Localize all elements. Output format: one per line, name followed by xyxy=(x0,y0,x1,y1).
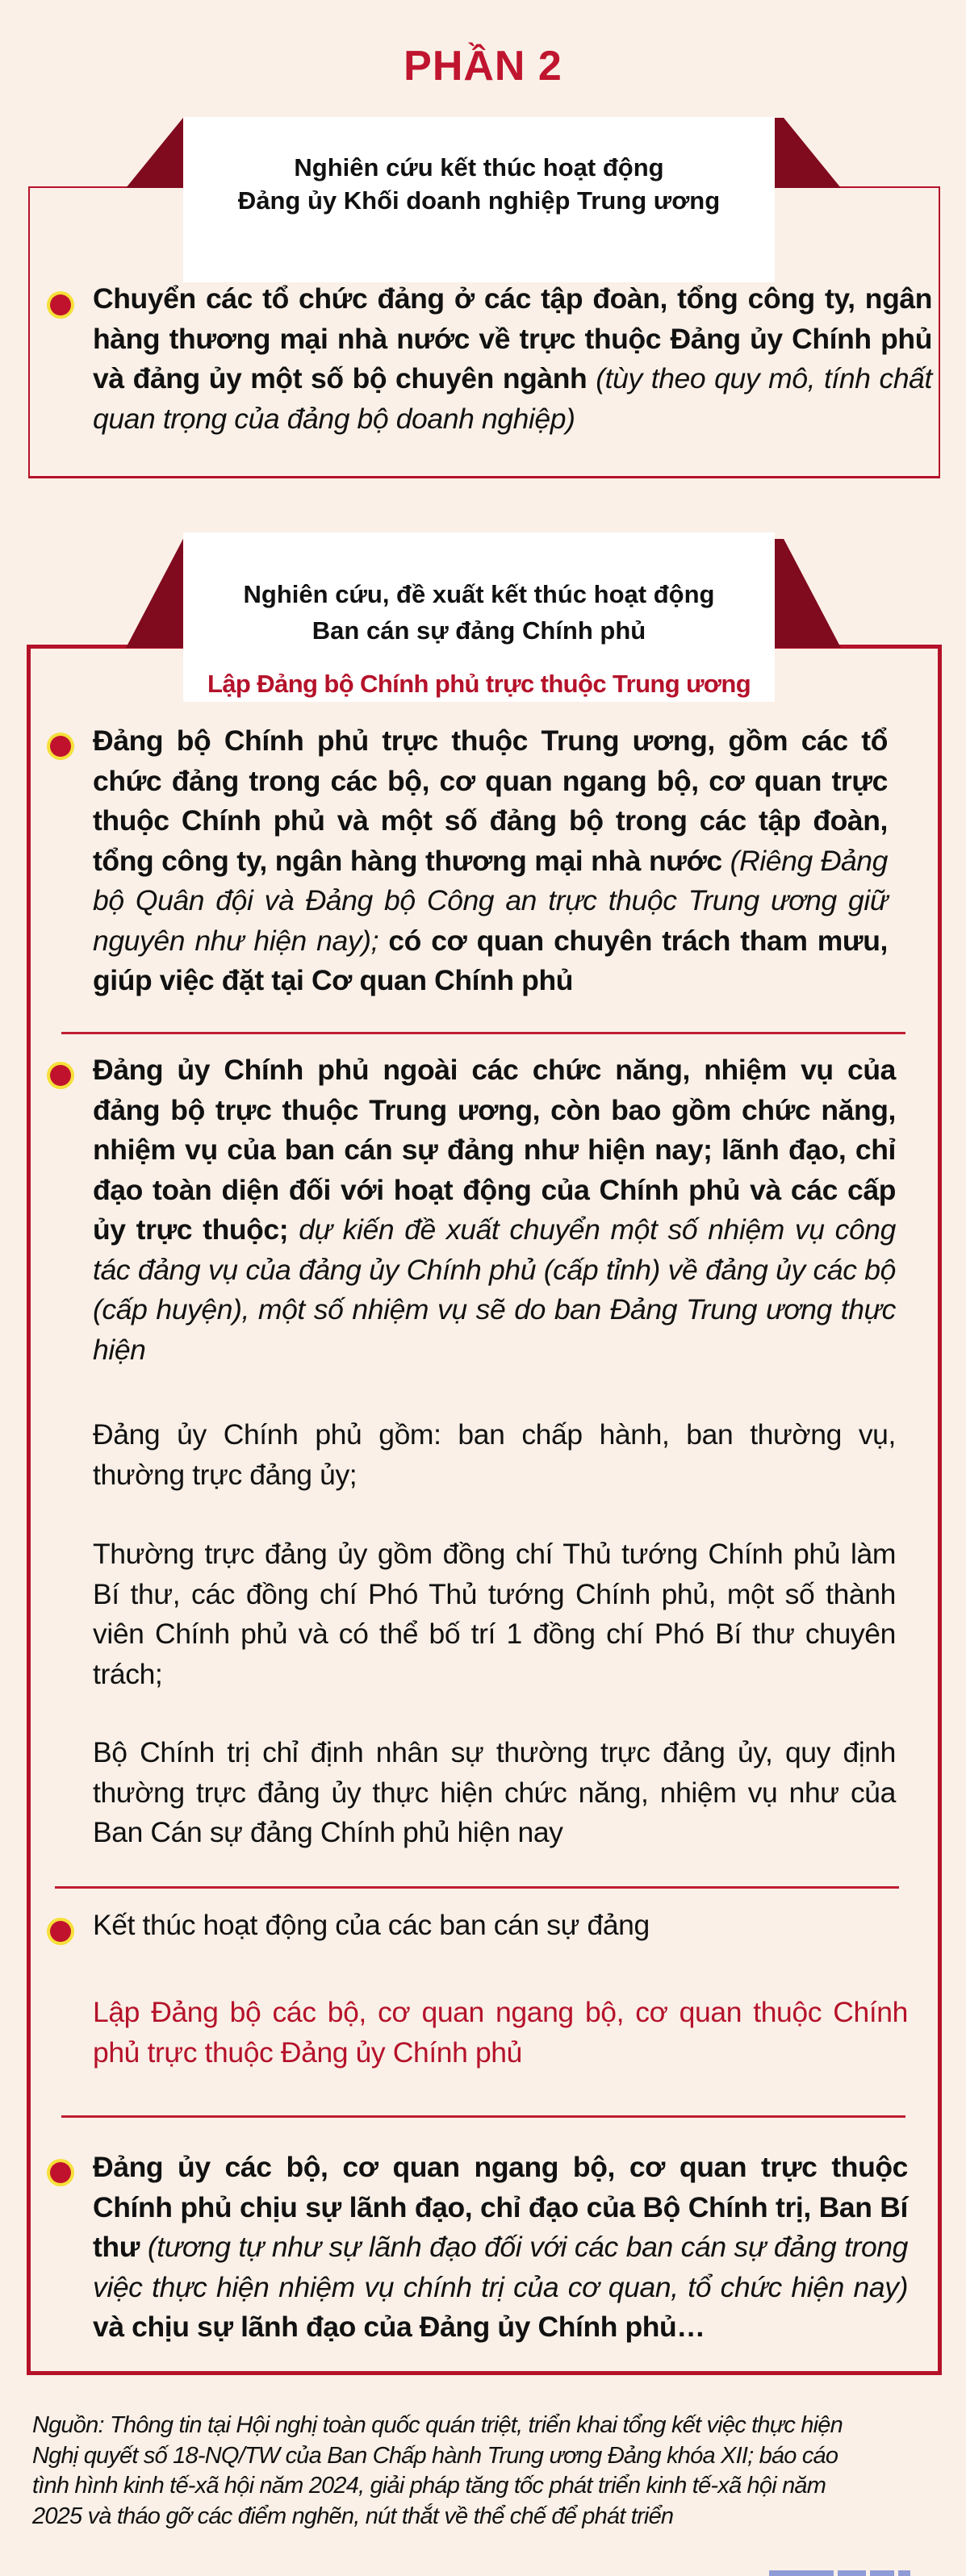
section-divider xyxy=(61,2115,905,2118)
section2-item2-para4: Bộ Chính trị chỉ định nhân sự thường trực đảng ủy, quy định thường trực đảng ủy thực hiện chức năng, nhiệm vụ như của Ban Cán sự đảng Chính phủ hiện nay xyxy=(93,1736,896,1848)
bullet-dot-icon xyxy=(50,2162,71,2183)
section2-header-line1: Nghiên cứu, đề xuất kết thúc hoạt động xyxy=(243,580,715,608)
section1-header-line2: Đảng ủy Khối doanh nghiệp Trung ương xyxy=(237,186,721,215)
logo-block xyxy=(769,2570,834,2576)
logo-block xyxy=(838,2570,866,2576)
logo-strip xyxy=(769,2570,961,2576)
section2-item2-para2: Đảng ủy Chính phủ gồm: ban chấp hành, ban thường vụ, thường trực đảng ủy; xyxy=(93,1418,896,1491)
section2-item4-bold-end: và chịu sự lãnh đạo của Đảng ủy Chính phủ… xyxy=(93,2311,705,2343)
bullet-dot-icon xyxy=(50,1921,71,1942)
section1-item-bold-text: Chuyển các tổ chức đảng ở các tập đoàn, tổng công ty, ngân hàng thương mại nhà nước về trực thuộc Đảng ủy Chính phủ và đảng ủy một số bộ chuyên ngành xyxy=(93,282,932,395)
section1-header-line1: Nghiên cứu kết thúc hoạt động xyxy=(294,153,664,182)
section1-item-italic-note: (tùy theo quy mô, tính chất quan trọng của đảng bộ doanh nghiệp) xyxy=(93,362,932,435)
section2-item4 xyxy=(93,2148,908,2348)
section2-header-line2: Ban cán sự đảng Chính phủ xyxy=(312,616,646,645)
bullet-dot-icon xyxy=(50,1065,71,1086)
bullet-dot-icon xyxy=(50,736,71,757)
section2-item4-bold-text: Đảng ủy các bộ, cơ quan ngang bộ, cơ quan trực thuộc Chính phủ chịu sự lãnh đạo, chỉ đạo của Bộ Chính trị, Ban Bí thư xyxy=(93,2151,908,2263)
section2-item3: Kết thúc hoạt động của các ban cán sự đảng xyxy=(93,1909,650,1941)
section2-item2-bold-text: Đảng ủy Chính phủ ngoài các chức năng, nhiệm vụ của đảng bộ trực thuộc Trung ương, còn bao gồm chức năng, nhiệm vụ của ban cán sự đảng như hiện nay; lãnh đạo, chỉ đạo toàn diện đối với hoạt động của Chính phủ và các cấp ủy trực thuộc; xyxy=(93,1054,896,1246)
section-divider xyxy=(61,1032,905,1034)
logo-block xyxy=(898,2570,910,2576)
section2-item2-italic-note: dự kiến đề xuất chuyển một số nhiệm vụ công tác đảng vụ của đảng ủy Chính phủ (cấp tỉnh) về đảng ủy các bộ (cấp huyện), một số nhiệm vụ sẽ do ban Đảng Trung ương thực hiện xyxy=(93,1213,896,1366)
section1-header-card xyxy=(183,117,775,282)
section2-item4-italic-note: (tương tự như sự lãnh đạo đối với các ban cán sự đảng trong việc thực hiện nhiệm vụ chính trị của cơ quan, tổ chức hiện nay) xyxy=(93,2231,908,2303)
logo-block xyxy=(870,2570,894,2576)
section2-item2 xyxy=(93,1050,896,1370)
section1-item xyxy=(93,279,932,439)
section2-item1-bold-end: có cơ quan chuyên trách tham mưu, giúp việc đặt tại Cơ quan Chính phủ xyxy=(93,924,888,996)
section2-item1-bold-text: Đảng bộ Chính phủ trực thuộc Trung ương, gồm các tổ chức đảng trong các bộ, cơ quan ngang bộ, cơ quan trực thuộc Chính phủ và một số đảng bộ trong các tập đoàn, tổng công ty, ngân hàng thương mại nhà nước xyxy=(93,724,888,877)
section2-header-subtitle: Lập Đảng bộ Chính phủ trực thuộc Trung ương xyxy=(207,670,751,698)
section2-item3-red-subtitle: Lập Đảng bộ các bộ, cơ quan ngang bộ, cơ quan thuộc Chính phủ trực thuộc Đảng ủy Chính phủ xyxy=(93,1996,908,2069)
page-title: PHẦN 2 xyxy=(404,43,562,90)
bullet-dot-icon xyxy=(50,294,71,315)
section2-item1-italic-note: (Riêng Đảng bộ Quân đội và Đảng bộ Công an trực thuộc Trung ương giữ nguyên như hiện nay); xyxy=(93,844,888,957)
source-note: Nguồn: Thông tin tại Hội nghị toàn quốc quán triệt, triển khai tổng kết việc thực hiện Nghị quyết số 18-NQ/TW của Ban Chấp hành Trung ương Đảng khóa XII; báo cáo tình hình kinh tế-xã hội năm 2024, giải pháp tăng tốc phát triển kinh tế-xã hội năm 2025 và tháo gỡ các điểm nghẽn, nút thắt về thể chế để phát triển xyxy=(32,2412,843,2529)
section-divider xyxy=(55,1886,899,1889)
section2-item1 xyxy=(93,721,888,1001)
section2-item2-para3: Thường trực đảng ủy gồm đồng chí Thủ tướng Chính phủ làm Bí thư, các đồng chí Phó Thủ tướng Chính phủ, một số thành viên Chính phủ và có thể bố trí 1 đồng chí Phó Bí thư chuyên trách; xyxy=(93,1538,896,1690)
section2-header-card xyxy=(183,532,775,702)
